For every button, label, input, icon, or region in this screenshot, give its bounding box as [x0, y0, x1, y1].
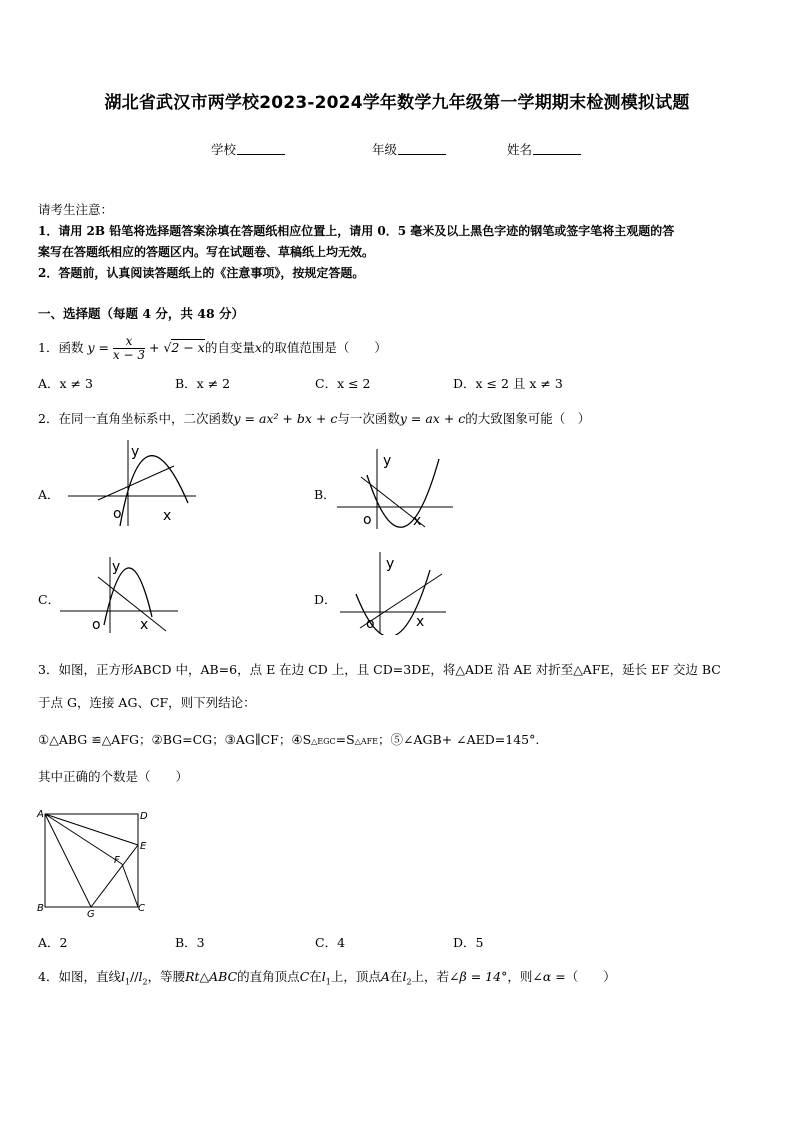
name-blank[interactable]: [533, 142, 581, 155]
axis-x-label: x: [413, 513, 422, 529]
point-a-label: A: [37, 809, 44, 820]
school-blank[interactable]: [237, 142, 285, 155]
q3-option-c[interactable]: C．4: [315, 935, 346, 950]
notice-heading: 请考生注意：: [38, 202, 114, 217]
axis-x-label: x: [416, 614, 425, 630]
q1-option-d[interactable]: D．x ≤ 2 且 x ≠ 3: [453, 376, 563, 391]
point-f-label: F: [114, 855, 120, 866]
notice-line-3: 2．答题前，认真阅读答题纸上的《注意事项》，按规定答题。: [38, 266, 365, 280]
origin-label: o: [363, 512, 372, 528]
point-e-label: E: [140, 841, 147, 852]
q1-sqrt: √2 − x: [163, 340, 205, 355]
grade-field[interactable]: [372, 140, 446, 158]
name-label: 姓名: [507, 142, 533, 157]
q3-option-b[interactable]: B．3: [175, 935, 205, 950]
q2-option-a[interactable]: A．: [38, 487, 60, 502]
q3-square-figure: [34, 806, 154, 918]
notice-line-1: 1．请用 2B 铅笔将选择题答案涂填在答题纸相应位置上，请用 0．5 毫米及以上黑色字迹的钢笔或签字笔将主观题的答: [38, 224, 675, 238]
axis-y-label: y: [383, 453, 392, 469]
q1-fraction: $\frac{x}{x - 3}$: [112, 334, 146, 362]
question-2: 2．在同一直角坐标系中，二次函数y = ax² + bx + c与一次函数y = ax + c的大致图象可能（ ）: [38, 411, 591, 426]
q3-option-a[interactable]: A．2: [38, 935, 68, 950]
school-field[interactable]: [211, 140, 285, 158]
page-title: 湖北省武汉市两学校2023-2024学年数学九年级第一学期期末检测模拟试题: [104, 93, 690, 113]
notice-line-2: 案写在答题纸相应的答题区内。写在试题卷、草稿纸上均无效。: [38, 245, 375, 259]
origin-label: o: [113, 506, 122, 522]
axis-x-label: x: [163, 508, 172, 524]
point-g-label: G: [87, 909, 95, 918]
q2-quadratic: y = ax² + bx + c: [233, 411, 338, 426]
question-1: 1．函数 y = $\frac{x}{x - 3}$ + √2 − x的自变量x的取值范围是（ ）: [38, 334, 387, 362]
q1-option-b[interactable]: B．x ≠ 2: [175, 376, 231, 391]
q2-option-c[interactable]: C．: [38, 592, 61, 607]
school-label: 学校: [211, 142, 237, 157]
axis-y-label: y: [112, 559, 121, 575]
axis-x-label: x: [140, 617, 149, 633]
point-d-label: D: [140, 811, 148, 822]
question-3-line-4: 其中正确的个数是（ ）: [38, 769, 189, 784]
question-3-line-2: 于点 G，连接 AG、CF，则下列结论：: [38, 695, 256, 710]
grade-label: 年级: [372, 142, 398, 157]
axis-y-label: y: [386, 556, 395, 572]
q1-prefix: 1．函数: [38, 340, 84, 355]
q2-graph-b: [335, 447, 455, 532]
q2-graph-d: [338, 550, 448, 635]
point-b-label: B: [37, 903, 44, 914]
origin-label: o: [366, 616, 375, 632]
q2-graph-a: [68, 438, 198, 528]
q2-linear: y = ax + c: [399, 411, 466, 426]
axis-y-label: y: [131, 444, 140, 460]
question-3-line-3: ①△ABG ≌△AFG；②BG=CG；③AG∥CF；④S△EGC=S△AFE；⑤∠AGB+ ∠AED=145°.: [38, 732, 540, 747]
question-3-line-1: 3．如图，正方形ABCD 中，AB=6，点 E 在边 CD 上，且 CD=3DE，将△ADE 沿 AE 对折至△AFE，延长 EF 交边 BC: [38, 662, 721, 677]
q3-option-d[interactable]: D．5: [453, 935, 484, 950]
q2-option-b[interactable]: B．: [314, 487, 336, 502]
point-c-label: C: [138, 903, 145, 914]
q2-option-d[interactable]: D．: [314, 592, 337, 607]
q1-option-c[interactable]: C．x ≤ 2: [315, 376, 371, 391]
origin-label: o: [92, 617, 101, 633]
name-field[interactable]: [507, 140, 581, 158]
section-heading: 一、选择题（每题 4 分，共 48 分）: [38, 306, 245, 321]
question-4: 4．如图，直线$l_1//l_2$，等腰Rt△ABC的直角顶点C在$l_1$上，顶点A在$l_2$上，若∠β = 14°，则∠α =（ ）: [38, 969, 616, 987]
grade-blank[interactable]: [398, 142, 446, 155]
q1-option-a[interactable]: A．x ≠ 3: [38, 376, 93, 391]
q2-graph-c: [60, 555, 180, 635]
